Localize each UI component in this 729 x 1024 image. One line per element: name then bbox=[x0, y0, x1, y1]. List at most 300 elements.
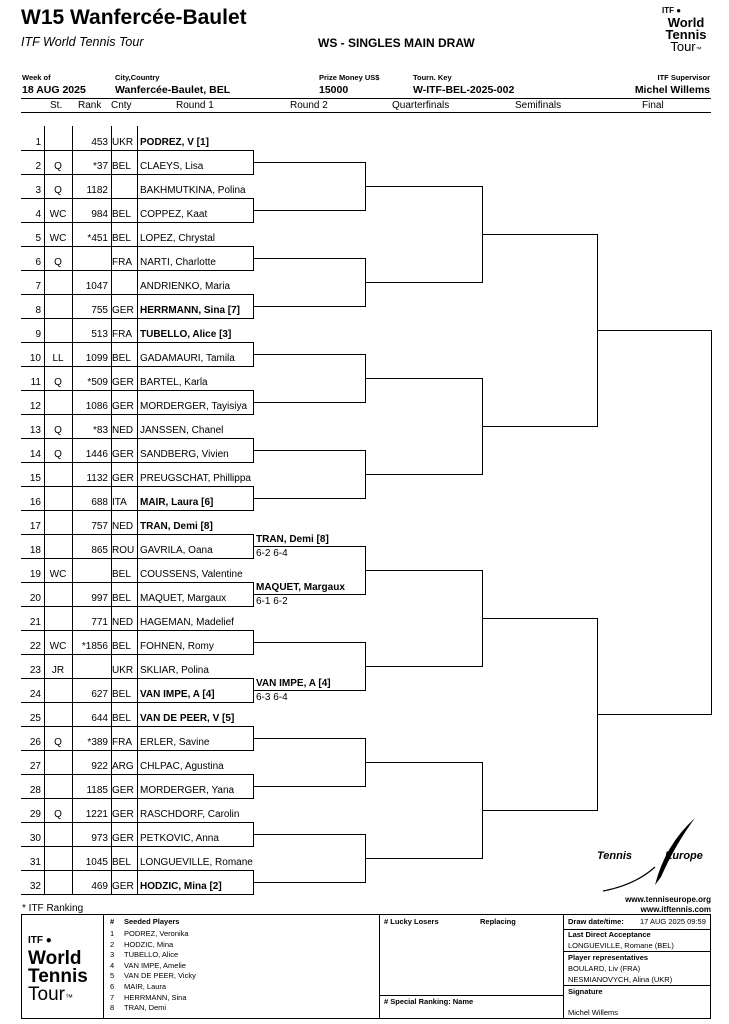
player-country: ITA bbox=[112, 497, 127, 508]
player-row-line bbox=[21, 438, 253, 439]
entry-status: Q bbox=[54, 809, 62, 820]
player-rank bbox=[72, 256, 108, 270]
lda-line bbox=[563, 951, 711, 952]
player-country: FRA bbox=[112, 329, 132, 340]
entry-status: Q bbox=[54, 449, 62, 460]
itf-ranking-note: * ITF Ranking bbox=[22, 903, 84, 914]
seed-player-name: VAN DE PEER, Vicky bbox=[124, 971, 196, 981]
entry-status bbox=[45, 616, 71, 630]
player-rank: 755 bbox=[91, 305, 108, 316]
player-rank: 513 bbox=[91, 329, 108, 340]
round2-winner: VAN IMPE, A [4] bbox=[256, 678, 331, 689]
player-rank: 922 bbox=[91, 761, 108, 772]
player-row-line bbox=[21, 702, 253, 703]
draw-position: 29 bbox=[29, 809, 41, 820]
player-name: VAN IMPE, A [4] bbox=[140, 689, 215, 700]
player-rank: 453 bbox=[91, 137, 108, 148]
round2-winner: TRAN, Demi [8] bbox=[256, 534, 329, 545]
quarterfinal-slot-line bbox=[365, 570, 482, 571]
player-country: GER bbox=[112, 377, 134, 388]
signature-label: Signature bbox=[568, 987, 603, 996]
seed-number: 1 bbox=[110, 929, 115, 938]
player-country: GER bbox=[112, 401, 134, 412]
player-rank: 973 bbox=[91, 833, 108, 844]
player-rank bbox=[72, 568, 108, 582]
player-country: GER bbox=[112, 473, 134, 484]
player-row-line bbox=[21, 774, 253, 775]
player-name: PREUGSCHAT, Phillippa bbox=[140, 473, 251, 484]
player-name: HERRMANN, Sina [7] bbox=[140, 305, 241, 316]
player-row-line bbox=[21, 270, 253, 271]
player-row-line bbox=[21, 318, 253, 319]
col-round1: Round 1 bbox=[176, 100, 214, 111]
draw-position: 26 bbox=[29, 737, 41, 748]
tennis-ball-icon: ● bbox=[674, 6, 682, 15]
quarterfinal-slot-line bbox=[365, 474, 482, 475]
round2-slot-line bbox=[253, 402, 365, 403]
player-country: BEL bbox=[112, 209, 131, 220]
player-rank: *451 bbox=[87, 233, 108, 244]
draw-position: 8 bbox=[35, 305, 41, 316]
entry-status bbox=[45, 472, 71, 486]
logo-bottom-tm-text: ™ bbox=[64, 993, 73, 1002]
logo-tour-text: Tour bbox=[670, 39, 696, 54]
player-row-line bbox=[21, 654, 253, 655]
seed-number: 3 bbox=[110, 950, 115, 960]
player-country: BEL bbox=[112, 857, 131, 868]
seeded-hash: # bbox=[110, 917, 115, 926]
draw-position: 2 bbox=[35, 161, 41, 172]
quarterfinal-slot-line bbox=[365, 282, 482, 283]
player-row-line bbox=[21, 462, 253, 463]
round2-score: 6-2 6-4 bbox=[256, 548, 288, 559]
draw-position: 17 bbox=[29, 521, 41, 532]
player-name: MAIR, Laura [6] bbox=[140, 497, 214, 508]
entry-status bbox=[45, 712, 71, 726]
round2-slot-line bbox=[253, 354, 365, 355]
draw-position: 18 bbox=[29, 545, 41, 556]
player-country: BEL bbox=[112, 233, 131, 244]
round2-slot-line bbox=[253, 210, 365, 211]
replacing-title: Replacing bbox=[480, 917, 516, 926]
semifinal-slot-line bbox=[482, 618, 597, 619]
player-rank: 865 bbox=[91, 545, 108, 556]
player-rank: 469 bbox=[91, 881, 108, 892]
player-rank: 1047 bbox=[85, 281, 108, 292]
draw-position: 22 bbox=[29, 641, 41, 652]
quarterfinal-slot-line bbox=[365, 186, 482, 187]
week-of-value: 18 AUG 2025 bbox=[22, 84, 86, 96]
player-row-line bbox=[21, 846, 253, 847]
col-cnty: Cnty bbox=[111, 100, 132, 111]
player-name: VAN DE PEER, V [5] bbox=[140, 713, 235, 724]
draw-position: 21 bbox=[29, 617, 41, 628]
entry-status bbox=[45, 520, 71, 534]
round2-slot-line bbox=[253, 546, 365, 547]
player-name: MAQUET, Margaux bbox=[140, 593, 227, 604]
entry-status bbox=[45, 496, 71, 510]
player-name: BARTEL, Karla bbox=[140, 377, 208, 388]
draw-position: 31 bbox=[29, 857, 41, 868]
player-rank: 1045 bbox=[85, 857, 108, 868]
player-country: BEL bbox=[112, 569, 131, 580]
seed-number: 6 bbox=[110, 982, 115, 991]
logo-itf-text: ITF bbox=[662, 6, 674, 15]
logo-bottom-world-text: World bbox=[28, 948, 82, 969]
round2-slot-line bbox=[253, 834, 365, 835]
draw-position: 3 bbox=[35, 185, 41, 196]
player-rank: 1446 bbox=[85, 449, 108, 460]
draw-position: 25 bbox=[29, 713, 41, 724]
player-name: MORDERGER, Yana bbox=[140, 785, 235, 796]
logo-world-text: World bbox=[667, 15, 705, 30]
player-country: UKR bbox=[112, 137, 134, 148]
footer-logo-divider bbox=[103, 914, 104, 1019]
semifinal-slot-line bbox=[482, 810, 597, 811]
player-row-line bbox=[21, 366, 253, 367]
round2-score: 6-1 6-2 bbox=[256, 596, 288, 607]
player-name: CLAEYS, Lisa bbox=[140, 161, 204, 172]
entry-status: WC bbox=[49, 209, 67, 220]
entry-status bbox=[45, 880, 71, 894]
supervisor-label: ITF Supervisor bbox=[657, 73, 710, 82]
player-rank: 644 bbox=[91, 713, 108, 724]
round2-slot-line bbox=[253, 306, 365, 307]
col-round2: Round 2 bbox=[290, 100, 328, 111]
rep-1: BOULARD, Liv (FRA) bbox=[568, 964, 641, 973]
entry-status bbox=[45, 304, 71, 318]
footer-bottom-line bbox=[21, 1018, 711, 1019]
player-row-line bbox=[21, 198, 253, 199]
quarterfinal-slot-line bbox=[365, 666, 482, 667]
player-name: SKLIAR, Polina bbox=[140, 665, 209, 676]
player-country: GER bbox=[112, 785, 134, 796]
round2-slot-line bbox=[253, 690, 365, 691]
entry-status: WC bbox=[49, 569, 67, 580]
player-row-line bbox=[21, 678, 253, 679]
seeded-players-title: Seeded Players bbox=[124, 917, 180, 926]
draw-position: 7 bbox=[35, 281, 41, 292]
seed-player-name: MAIR, Laura bbox=[124, 982, 167, 991]
quarterfinal-slot-line bbox=[365, 762, 482, 763]
draw-position: 6 bbox=[35, 257, 41, 268]
player-name: COUSSENS, Valentine bbox=[140, 569, 243, 580]
seed-number: 4 bbox=[110, 960, 115, 970]
player-row-line bbox=[21, 726, 253, 727]
player-name: FOHNEN, Romy bbox=[140, 641, 214, 652]
entry-status: LL bbox=[52, 353, 64, 364]
tennis-europe-text2: Europe bbox=[665, 850, 703, 862]
player-country: BEL bbox=[112, 593, 131, 604]
player-country: BEL bbox=[112, 713, 131, 724]
entry-status bbox=[45, 760, 71, 774]
player-rank: 1182 bbox=[86, 185, 108, 196]
special-ranking-line bbox=[379, 995, 564, 996]
player-country: FRA bbox=[112, 737, 132, 748]
logo-tm-text: ™ bbox=[695, 47, 702, 53]
quarterfinal-slot-line bbox=[365, 858, 482, 859]
itf-world-tennis-tour-logo-bottom bbox=[28, 932, 98, 1007]
player-name: RASCHDORF, Carolin bbox=[140, 809, 240, 820]
tour-subtitle: ITF World Tennis Tour bbox=[21, 35, 144, 49]
player-name: COPPEZ, Kaat bbox=[140, 209, 208, 220]
draw-position: 20 bbox=[29, 593, 41, 604]
draw-date-label: Draw date/time: bbox=[568, 917, 624, 926]
player-row-line bbox=[21, 390, 253, 391]
player-country: BEL bbox=[112, 161, 131, 172]
round2-winner: MAQUET, Margaux bbox=[256, 582, 345, 593]
player-rank: *83 bbox=[92, 425, 108, 436]
seed-number: 8 bbox=[110, 1003, 115, 1013]
prize-value: 15000 bbox=[319, 84, 349, 96]
entry-status bbox=[45, 856, 71, 870]
seed-player-name: HODZIC, Mina bbox=[124, 939, 174, 949]
round2-slot-line bbox=[253, 594, 365, 595]
entry-status: Q bbox=[54, 377, 62, 388]
column-header-divider bbox=[21, 112, 711, 113]
player-name: LOPEZ, Chrystal bbox=[140, 233, 216, 244]
draw-position: 15 bbox=[29, 473, 41, 484]
player-rank: *1856 bbox=[81, 641, 108, 652]
draw-position: 1 bbox=[35, 137, 41, 148]
logo-bottom-tour-text: Tour bbox=[28, 984, 65, 1005]
player-name: PETKOVIC, Anna bbox=[140, 833, 219, 844]
player-rank: 757 bbox=[91, 521, 108, 532]
player-country bbox=[112, 184, 137, 198]
draw-position: 13 bbox=[29, 425, 41, 436]
tourn-key-label: Tourn. Key bbox=[413, 73, 452, 82]
entry-status: Q bbox=[54, 161, 62, 172]
seed-player-name: TRAN, Demi bbox=[124, 1003, 167, 1013]
entry-status bbox=[45, 784, 71, 798]
player-country: GER bbox=[112, 449, 134, 460]
player-country: BEL bbox=[112, 689, 131, 700]
signature-value: Michel Willems bbox=[568, 1008, 619, 1017]
player-rank: 688 bbox=[91, 497, 108, 508]
player-country bbox=[112, 280, 137, 294]
player-row-line bbox=[21, 870, 253, 871]
entry-status bbox=[45, 544, 71, 558]
player-row-line bbox=[21, 342, 253, 343]
player-rank: 1185 bbox=[86, 785, 108, 796]
col-st: St. bbox=[50, 100, 63, 111]
player-country: NED bbox=[112, 521, 134, 532]
draw-position: 5 bbox=[35, 233, 41, 244]
player-name: CHLPAC, Agustina bbox=[140, 761, 224, 772]
player-rank bbox=[72, 664, 108, 678]
player-country: GER bbox=[112, 881, 134, 892]
player-country: GER bbox=[112, 305, 134, 316]
player-country: GER bbox=[112, 809, 134, 820]
itf-world-tennis-tour-logo bbox=[656, 5, 716, 56]
col-rank: Rank bbox=[78, 100, 102, 111]
player-name: SANDBERG, Vivien bbox=[140, 449, 229, 460]
round2-slot-line bbox=[253, 498, 365, 499]
draw-name: WS - SINGLES MAIN DRAW bbox=[318, 36, 475, 50]
player-rank: 997 bbox=[91, 593, 108, 604]
player-country: ARG bbox=[112, 761, 134, 772]
round2-slot-line bbox=[253, 642, 365, 643]
logo-bottom-tennis-text: Tennis bbox=[28, 966, 88, 987]
player-name: BAKHMUTKINA, Polina bbox=[140, 185, 246, 196]
player-row-line bbox=[21, 582, 253, 583]
lda-label: Last Direct Acceptance bbox=[568, 930, 651, 939]
player-rank: 627 bbox=[91, 689, 108, 700]
footer-seeds-divider bbox=[379, 914, 380, 1019]
player-row-line bbox=[21, 414, 253, 415]
player-row-line bbox=[21, 174, 253, 175]
player-rank: 1099 bbox=[85, 353, 108, 364]
player-row-line bbox=[21, 630, 253, 631]
tournament-title: W15 Wanfercée-Baulet bbox=[21, 6, 247, 29]
player-name: LONGUEVILLE, Romane bbox=[140, 857, 253, 868]
supervisor-value: Michel Willems bbox=[634, 84, 710, 96]
player-country: FRA bbox=[112, 257, 132, 268]
draw-position: 12 bbox=[29, 401, 41, 412]
player-name: ERLER, Savine bbox=[140, 737, 210, 748]
player-rank: *389 bbox=[87, 737, 108, 748]
round2-slot-line bbox=[253, 162, 365, 163]
draw-position: 32 bbox=[29, 881, 41, 892]
player-row-line bbox=[21, 486, 253, 487]
player-rank: 984 bbox=[91, 209, 108, 220]
entry-status: WC bbox=[49, 233, 67, 244]
tennis-europe-text1: Tennis bbox=[597, 850, 633, 862]
player-name: MORDERGER, Tayisiya bbox=[140, 401, 248, 412]
player-country: GER bbox=[112, 833, 134, 844]
seed-player-name: VAN IMPE, Amelie bbox=[124, 960, 186, 970]
draw-date-value: 17 AUG 2025 09:59 bbox=[640, 917, 706, 926]
footer-left-border bbox=[21, 914, 22, 1019]
url-tenniseurope[interactable]: www.tenniseurope.org bbox=[625, 895, 711, 904]
player-rank: *509 bbox=[87, 377, 108, 388]
draw-position: 28 bbox=[29, 785, 41, 796]
seed-number: 2 bbox=[110, 939, 115, 949]
player-row-line bbox=[21, 222, 253, 223]
reps-label: Player representatives bbox=[568, 953, 649, 962]
entry-status bbox=[45, 328, 71, 342]
player-name: HODZIC, Mina [2] bbox=[140, 881, 222, 892]
player-name: TUBELLO, Alice [3] bbox=[140, 329, 232, 340]
entry-status: Q bbox=[54, 425, 62, 436]
draw-position: 24 bbox=[29, 689, 41, 700]
draw-position: 16 bbox=[29, 497, 41, 508]
draw-position: 10 bbox=[29, 353, 41, 364]
seed-player-name: PODREZ, Veronika bbox=[124, 929, 189, 938]
seed-number: 7 bbox=[110, 992, 115, 1002]
final-connector bbox=[711, 330, 712, 715]
player-row-line bbox=[21, 534, 253, 535]
player-name: PODREZ, V [1] bbox=[140, 137, 209, 148]
logo-bottom-itf-text: ITF bbox=[28, 935, 43, 946]
player-name: ANDRIENKO, Maria bbox=[140, 281, 231, 292]
round2-slot-line bbox=[253, 450, 365, 451]
city-label: City,Country bbox=[115, 73, 160, 82]
player-row-line bbox=[21, 510, 253, 511]
draw-position: 4 bbox=[35, 209, 41, 220]
round2-slot-line bbox=[253, 786, 365, 787]
player-rank: 1132 bbox=[86, 473, 108, 484]
semifinal-slot-line bbox=[482, 234, 597, 235]
player-row-line bbox=[21, 246, 253, 247]
seed-player-name: HERRMANN, Sina bbox=[124, 992, 187, 1002]
url-itftennis[interactable]: www.itftennis.com bbox=[640, 905, 711, 914]
entry-status: WC bbox=[49, 641, 67, 652]
draw-position: 14 bbox=[29, 449, 41, 460]
footer-top-line bbox=[21, 914, 711, 915]
logo-tennis-text: Tennis bbox=[665, 27, 707, 42]
player-country: NED bbox=[112, 425, 134, 436]
lda-value: LONGUEVILLE, Romane (BEL) bbox=[568, 941, 674, 950]
city-value: Wanfercée-Baulet, BEL bbox=[115, 84, 231, 96]
col-final: Final bbox=[642, 100, 664, 111]
quarterfinal-slot-line bbox=[365, 378, 482, 379]
final-slot-line bbox=[597, 714, 711, 715]
player-rank: *37 bbox=[92, 161, 108, 172]
seed-player-name: TUBELLO, Alice bbox=[124, 950, 179, 960]
entry-status bbox=[45, 136, 71, 150]
player-row-line bbox=[21, 894, 253, 895]
tennis-europe-logo bbox=[595, 815, 715, 895]
draw-position: 30 bbox=[29, 833, 41, 844]
prize-label: Prize Money US$ bbox=[319, 73, 380, 82]
player-row-line bbox=[21, 294, 253, 295]
player-row-line bbox=[21, 150, 253, 151]
player-rank: 1086 bbox=[85, 401, 108, 412]
player-name: HAGEMAN, Madelief bbox=[140, 617, 234, 628]
seed-number: 5 bbox=[110, 971, 115, 981]
rep-2: NESMIANOVYCH, Alina (UKR) bbox=[568, 975, 673, 984]
player-row-line bbox=[21, 750, 253, 751]
draw-position: 19 bbox=[29, 569, 41, 580]
round2-slot-line bbox=[253, 258, 365, 259]
final-slot-line bbox=[597, 330, 711, 331]
round2-score: 6-3 6-4 bbox=[256, 692, 288, 703]
entry-status bbox=[45, 280, 71, 294]
player-name: GADAMAURI, Tamila bbox=[140, 353, 235, 364]
player-name: NARTI, Charlotte bbox=[140, 257, 216, 268]
header-divider bbox=[21, 98, 711, 99]
player-country: ROU bbox=[112, 545, 135, 556]
player-country: NED bbox=[112, 617, 134, 628]
lucky-losers-title: # Lucky Losers bbox=[384, 917, 439, 926]
round2-slot-line bbox=[253, 738, 365, 739]
draw-position: 11 bbox=[30, 377, 41, 388]
player-rank: 771 bbox=[91, 617, 108, 628]
entry-status bbox=[45, 832, 71, 846]
col-semifinals: Semifinals bbox=[515, 100, 562, 111]
player-name: TRAN, Demi [8] bbox=[140, 521, 213, 532]
entry-status bbox=[45, 688, 71, 702]
player-row-line bbox=[21, 606, 253, 607]
col-quarterfinals: Quarterfinals bbox=[392, 100, 450, 111]
player-name: JANSSEN, Chanel bbox=[140, 425, 224, 436]
reps-line bbox=[563, 985, 711, 986]
tennis-ball-icon: ● bbox=[43, 935, 52, 946]
semifinal-slot-line bbox=[482, 426, 597, 427]
entry-status bbox=[45, 400, 71, 414]
entry-status: Q bbox=[54, 185, 62, 196]
tourn-key-value: W-ITF-BEL-2025-002 bbox=[413, 84, 515, 96]
draw-position: 27 bbox=[29, 761, 41, 772]
player-rank: 1221 bbox=[85, 809, 108, 820]
player-row-line bbox=[21, 798, 253, 799]
player-country: BEL bbox=[112, 641, 131, 652]
player-name: GAVRILA, Oana bbox=[140, 545, 213, 556]
draw-position: 9 bbox=[35, 329, 41, 340]
special-ranking-title: # Special Ranking: Name bbox=[384, 997, 474, 1006]
player-row-line bbox=[21, 558, 253, 559]
